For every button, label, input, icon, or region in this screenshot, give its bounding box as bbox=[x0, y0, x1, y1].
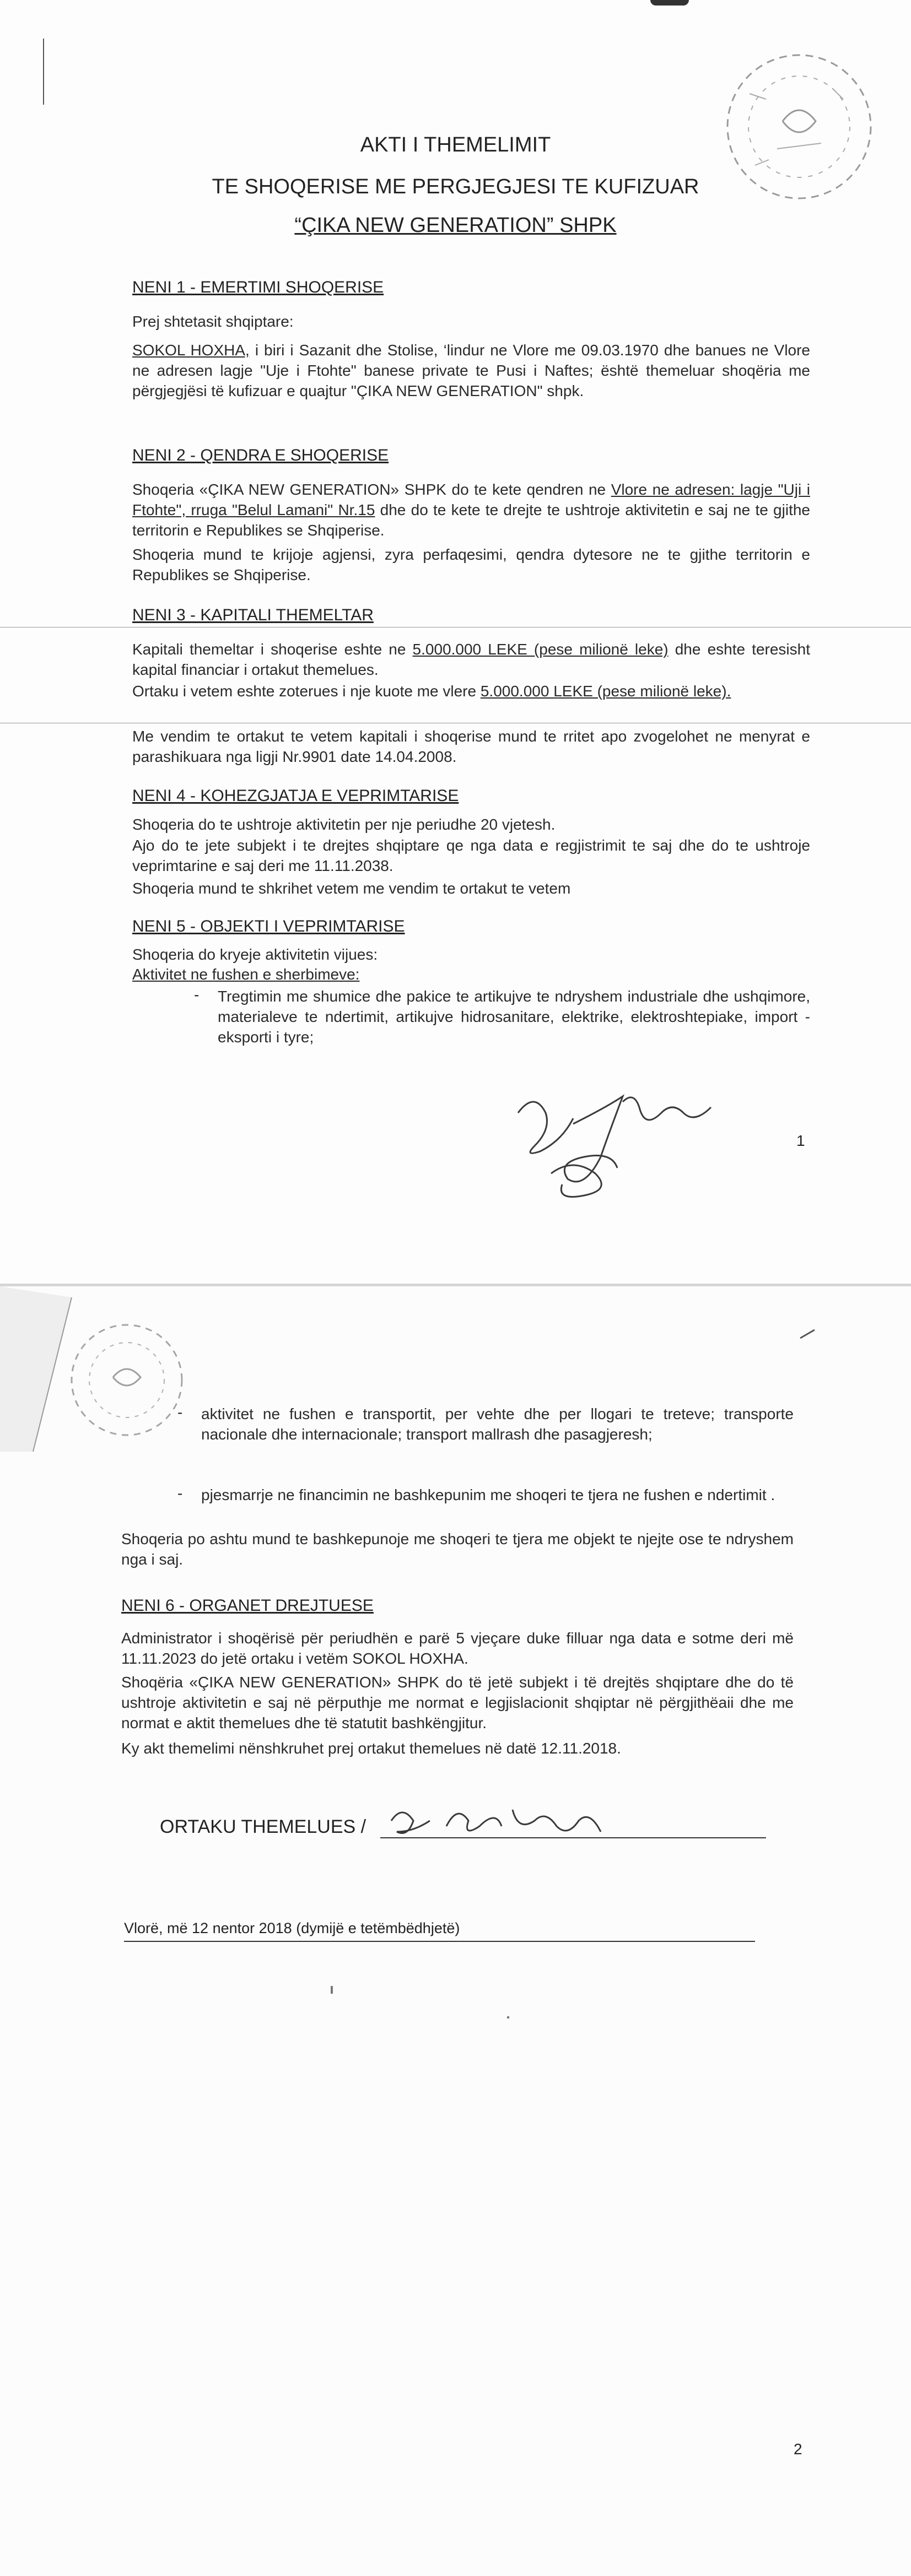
scan-dot-2 bbox=[507, 2016, 509, 2018]
place-date: Vlorë, më 12 nentor 2018 (dymijë e tetëmbëdhjetë) bbox=[124, 1920, 460, 1936]
neni5-p1: Shoqeria do kryeje aktivitetin vijues: bbox=[132, 946, 378, 963]
place-date-underline bbox=[124, 1941, 755, 1942]
scan-dot bbox=[331, 1986, 333, 1994]
page2-paragraph: Shoqeria po ashtu mund te bashkepunoje me shoqeri te tjera me objekt te njejte ose te ndryshem nga i saj. bbox=[121, 1530, 794, 1568]
neni4-p2: Ajo do te jete subjekt i te drejtes shqiptare qe nga data e regjistrimit te saj dhe do te ushtroje veprimtarine e saj deri me 11.11.2038. bbox=[132, 837, 810, 874]
capital-amount: 5.000.000 LEKE (pese milionë leke) bbox=[412, 641, 669, 658]
neni6-p2: Shoqëria «ÇIKA NEW GENERATION» SHPK do të jetë subjekt i të drejtës shqiptare dhe do të ushtroje aktivitetin e saj në përputhje me normat e legjislacionit shqiptar në përgjithëaii dhe me normat e aktit themelues dhe të statutit bashkëngjitur. bbox=[121, 1674, 794, 1731]
neni3-p2 bbox=[132, 681, 810, 701]
neni4-p1: Shoqeria do te ushtroje aktivitetin per nje periudhe 20 vjetesh. bbox=[132, 816, 556, 833]
document-page-2 bbox=[0, 1286, 911, 2576]
page-number-2: 2 bbox=[794, 2440, 802, 2458]
bullet-dash-3: - bbox=[177, 1485, 183, 1502]
neni1-text bbox=[132, 340, 810, 401]
document-title-line3: “ÇIKA NEW GENERATION” SHPK bbox=[294, 214, 617, 237]
neni3-p1-start: Kapitali themeltar i shoqerise eshte ne bbox=[132, 641, 413, 658]
page-number-1: 1 bbox=[796, 1132, 805, 1149]
quota-amount: 5.000.000 LEKE (pese milionë leke). bbox=[480, 683, 731, 700]
scan-mark-left bbox=[43, 39, 44, 105]
neni2-address: Vlore ne adresen: lagje "Uji i Ftohte", rruga "Belul Lamani" Nr.15 bbox=[132, 481, 810, 518]
document-page-1 bbox=[0, 0, 911, 1284]
neni2-p2: Shoqeria mund te krijoje agjensi, zyra perfaqesimi, qendra dytesore ne te gjithe territorin e Republikes se Shqiperise. bbox=[132, 546, 810, 583]
neni3-heading: NENI 3 - KAPITALI THEMELTAR bbox=[132, 606, 374, 624]
bullet2-text: aktivitet ne fushen e transportit, per vehte dhe per llogari te treteve; transporte nacionale dhe internacionale; transport mallrash dhe pasagjeresh; bbox=[201, 1405, 794, 1443]
bullet3-text: pjesmarrje ne financimin ne bashkepunim me shoqeri te tjera ne fushen e ndertimit . bbox=[201, 1486, 775, 1503]
neni6-heading: NENI 6 - ORGANET DREJTUESE bbox=[121, 1597, 374, 1615]
bullet-dash: - bbox=[194, 986, 200, 1003]
neni3-p3: Me vendim te ortakut te vetem kapitali i shoqerise mund te rritet apo zvogelohet ne menyrat e parashikuara nga ligji Nr.9901 date 14.04.2008. bbox=[132, 728, 810, 765]
neni4-p3: Shoqeria mund te shkrihet vetem me vendim te ortakut te vetem bbox=[132, 880, 571, 897]
neni1-body: i biri i Sazanit dhe Stolise, ‘lindur ne Vlore me 09.03.1970 dhe banues ne Vlore ne adresen lagje "Uje i Ftohte" banese private te Pusi i Naftes; është themeluar shoqëria me përgjegjësi të kufizuar e quajtur "ÇIKA NEW GENERATION" shpk. bbox=[132, 342, 811, 399]
scan-mark-top bbox=[650, 0, 689, 6]
neni2-p1-end: dhe do te kete te drejte te ushtroje aktivitetin e saj ne te gjithe territorin e Republikes se Shqiperise. bbox=[132, 501, 810, 539]
founder-name: SOKOL HOXHA, bbox=[132, 342, 250, 359]
document-title-line2: TE SHOQERISE ME PERGJEGJESI TE KUFIZUAR bbox=[212, 175, 699, 198]
neni2-heading: NENI 2 - QENDRA E SHOQERISE bbox=[132, 446, 389, 464]
signature-label: ORTAKU THEMELUES / bbox=[160, 1816, 366, 1837]
neni2-p1 bbox=[132, 479, 810, 540]
signature-icon-page2 bbox=[386, 1799, 617, 1848]
neni3-p1 bbox=[132, 639, 810, 680]
neni5-bullet1: Tregtimin me shumice dhe pakice te artikujve te ndryshem industriale dhe ushqimore, materialeve te ndertimit, artikujve hidrosanitare, elektrike, elektroshtepiake, import - eksporti i tyre; bbox=[218, 988, 810, 1046]
neni6-p1: Administrator i shoqërisë për periudhën e parë 5 vjeçare duke filluar nga data e sotme deri më 11.11.2023 do jetë ortaku i vetëm SOKOL HOXHA. bbox=[121, 1630, 794, 1667]
neni5-heading: NENI 5 - OBJEKTI I VEPRIMTARISE bbox=[132, 917, 405, 935]
neni6-p3: Ky akt themelimi nënshkruhet prej ortakut themelues në datë 12.11.2018. bbox=[121, 1740, 621, 1757]
neni4-heading: NENI 4 - KOHEZGJATJA E VEPRIMTARISE bbox=[132, 787, 459, 805]
neni3-p1-end: dhe eshte teresisht kapital financiar i ortakut themelues. bbox=[132, 641, 810, 678]
neni1-intro: Prej shtetasit shqiptare: bbox=[132, 313, 294, 330]
neni2-p1-start: Shoqeria «ÇIKA NEW GENERATION» SHPK do te kete qendren ne bbox=[132, 481, 611, 498]
document-title-line1: AKTI I THEMELIMIT bbox=[360, 133, 551, 156]
stamp-seal-icon-page2 bbox=[61, 1319, 193, 1441]
neni1-heading: NENI 1 - EMERTIMI SHOQERISE bbox=[132, 278, 384, 296]
signature-icon bbox=[507, 1080, 738, 1217]
neni5-p2: Aktivitet ne fushen e sherbimeve: bbox=[132, 966, 360, 983]
scan-mark bbox=[800, 1329, 815, 1339]
neni3-p2-start: Ortaku i vetem eshte zoterues i nje kuote me vlere bbox=[132, 683, 481, 700]
bullet-dash-2: - bbox=[177, 1404, 183, 1421]
